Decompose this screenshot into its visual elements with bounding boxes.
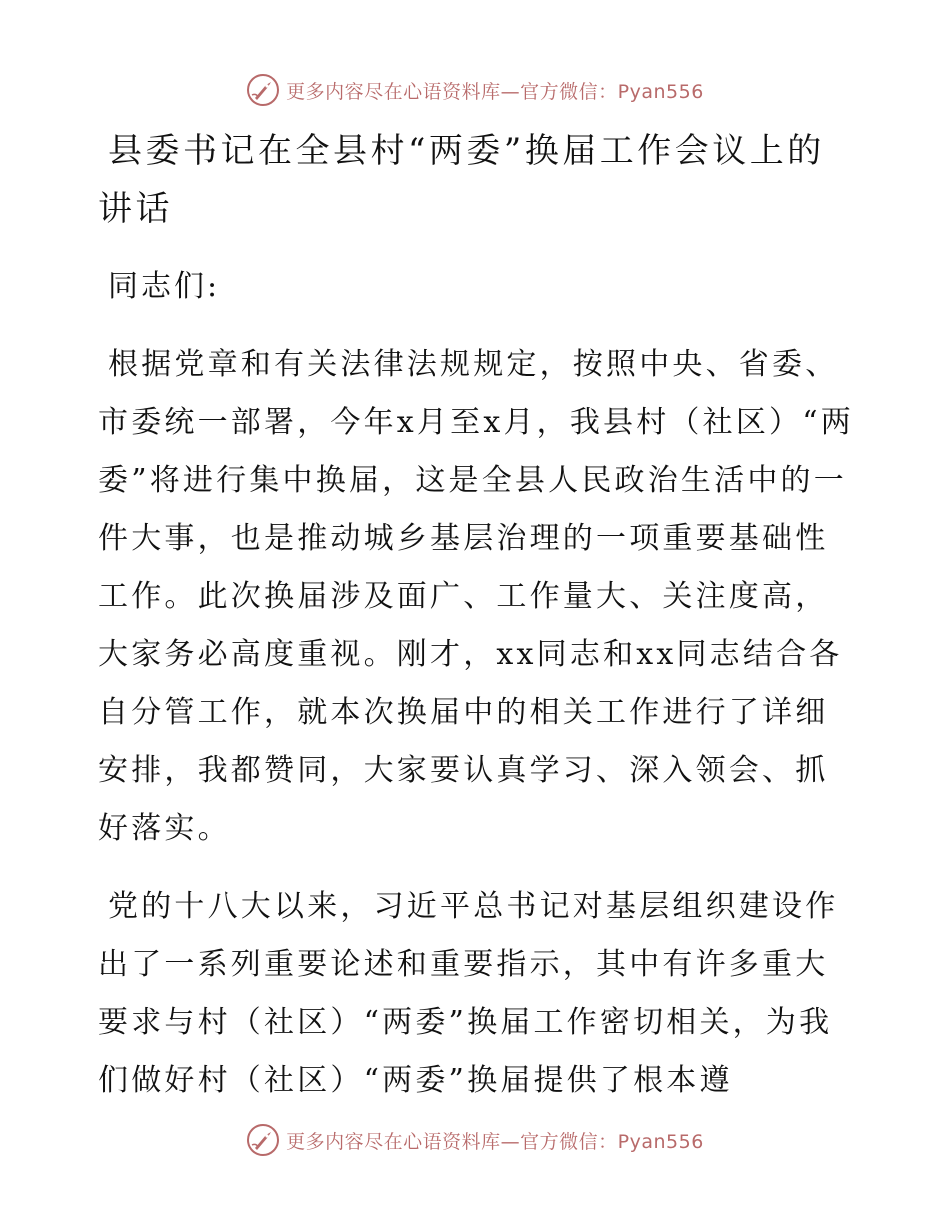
paragraph: 根据党章和有关法律法规规定，按照中央、省委、市委统一部署，今年x月至x月，我县村（社区）“两委”将进行集中换届，这是全县人民政治生活中的一件大事，也是推动城乡基层治理的一项重要基础性工作。此次换届涉及面广、工作量大、关注度高，大家务必高度重视。刚才，xx同志和xx同志结合各自分管工作，就本次换届中的相关工作进行了详细安排，我都赞同，大家要认真学习、深入领会、抓好落实。 <box>98 347 854 846</box>
watermark-text: 更多内容尽在心语资料库—官方微信：Pyan556 <box>286 80 704 103</box>
header-watermark <box>0 70 950 110</box>
greeting: 同志们: <box>108 269 221 304</box>
pen-nib-logo-icon <box>246 1123 280 1157</box>
paragraph: 党的十八大以来，习近平总书记对基层组织建设作出了一系列重要论述和重要指示，其中有许多重大要求与村（社区）“两委”换届工作密切相关，为我们做好村（社区）“两委”换届提供了根本遵 <box>98 889 839 1098</box>
watermark-text: 更多内容尽在心语资料库—官方微信：Pyan556 <box>286 1130 704 1153</box>
pen-nib-logo-icon <box>246 73 280 107</box>
document-title: 县委书记在全县村“两委”换届工作会议上的讲话 <box>98 131 825 229</box>
document-body <box>98 122 858 1110</box>
footer-watermark <box>0 1120 950 1160</box>
